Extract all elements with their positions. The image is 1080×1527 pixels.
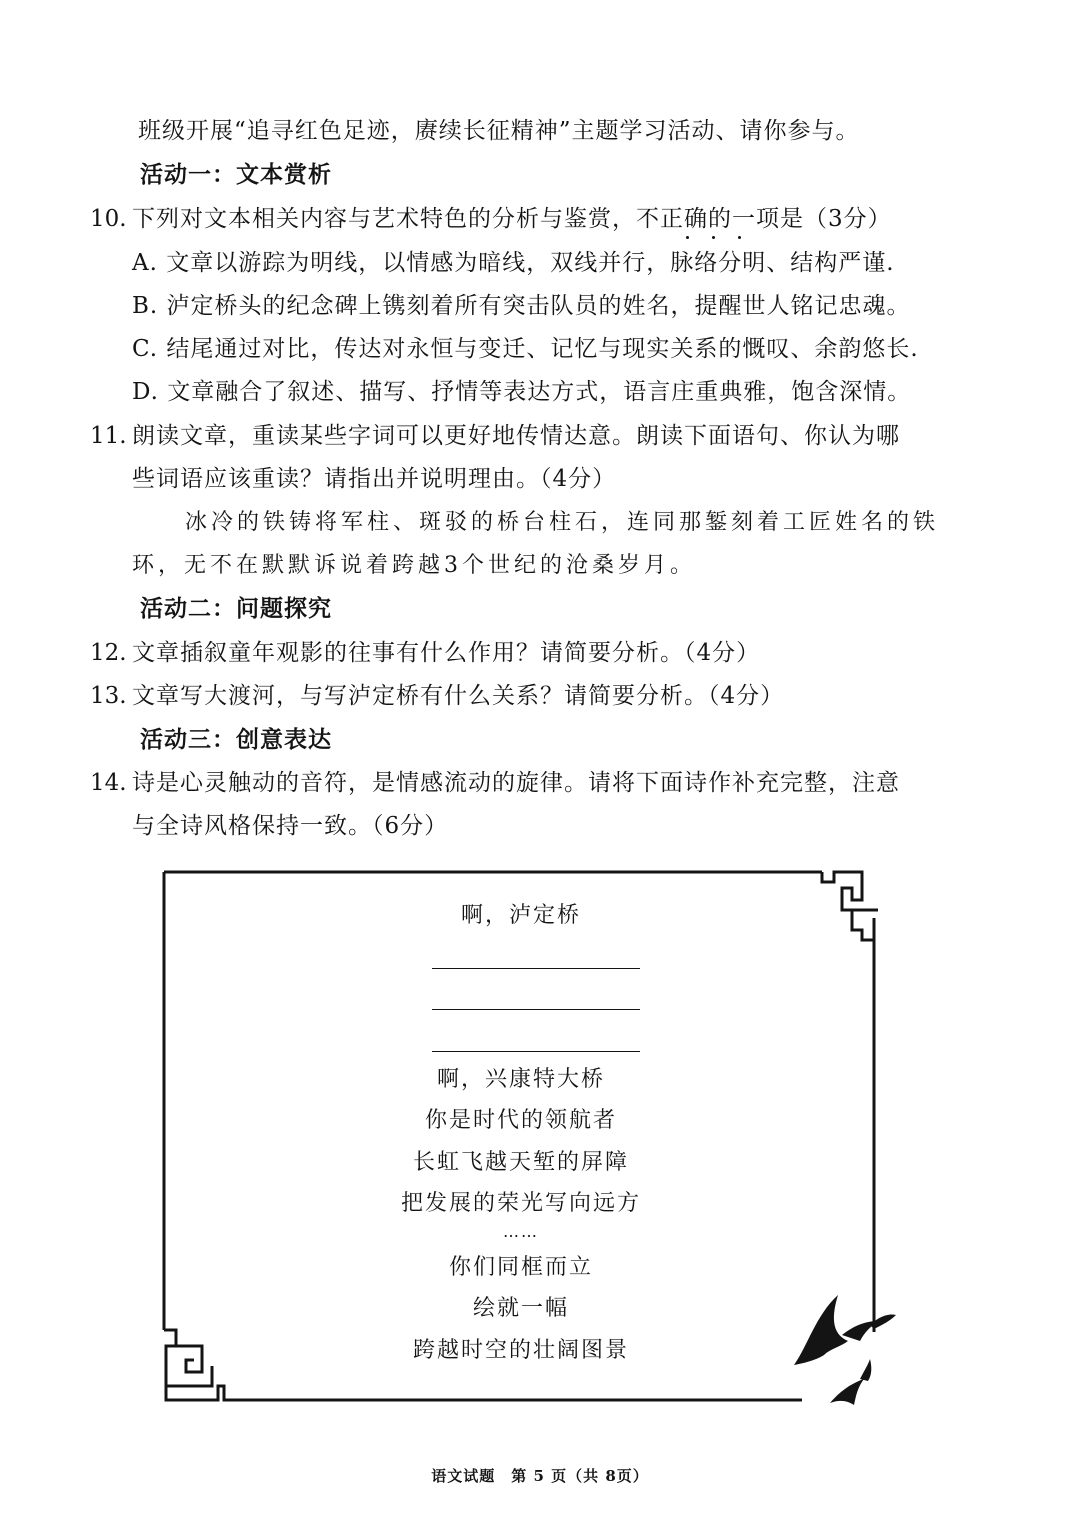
emphasis-dot [738,236,741,239]
poem-ellipsis: …… [503,1222,539,1241]
emphasis-dot [686,236,689,239]
poem-line: 你们同框而立 [448,1255,593,1280]
poem-frame [162,870,880,1404]
frame-border [162,870,880,1404]
q10-option-b: B. 泸定桥头的纪念碑上镌刻着所有突击队员的姓名，提醒世人铭记忠魂。 [132,293,911,319]
q11-line1: 朗读文章，重读某些字词可以更好地传情达意。朗读下面语句、你认为哪 [132,423,900,449]
q11-quote-line1: 冰冷的铁铸将军柱、斑驳的桥台柱石，连同那錾刻着工匠姓名的铁 [185,510,940,535]
q10-option-a: A. 文章以游踪为明线，以情感为暗线，双线并行，脉络分明、结构严谨. [132,250,895,276]
q11-number: 11. [90,423,127,449]
poem-line: 你是时代的领航者 [424,1108,617,1133]
activity-three-heading: 活动三：创意表达 [140,726,332,753]
q11-quote-line2: 环，无不在默默诉说着跨越3个世纪的沧桑岁月。 [132,553,696,578]
q10-option-d: D. 文章融合了叙述、描写、抒情等表达方式，语言庄重典雅，饱含深情。 [132,379,912,405]
q10-stem: 下列对文本相关内容与艺术特色的分析与鉴赏，不正确的一项是（3分） [132,206,892,232]
answer-blank-line[interactable] [432,1051,640,1052]
answer-blank-line[interactable] [432,968,640,969]
q10-option-c: C. 结尾通过对比，传达对永恒与变迁、记忆与现实关系的慨叹、余韵悠长. [132,336,919,362]
poem-line: 啊，兴康特大桥 [436,1067,605,1092]
activity-one-heading: 活动一：文本赏析 [140,161,332,188]
q12-text: 文章插叙童年观影的往事有什么作用？请简要分析。（4分） [132,640,761,666]
poem-line: 长虹飞越天堑的屏障 [412,1150,629,1175]
q11-line2: 些词语应该重读？请指出并说明理由。（4分） [132,466,617,492]
poem-line: 绘就一幅 [472,1296,569,1321]
q12-number: 12. [90,640,127,666]
page-footer: 语文试题 第 5 页（共 8页） [431,1467,649,1485]
answer-blank-line[interactable] [432,1009,640,1010]
q13-number: 13. [90,683,127,709]
emphasis-dot [712,236,715,239]
poem-line: 跨越时空的壮阔图景 [412,1338,629,1363]
q14-line2: 与全诗风格保持一致。（6分） [132,813,449,839]
intro-text: 班级开展“追寻红色足迹，赓续长征精神”主题学习活动、请你参与。 [138,118,860,144]
activity-two-heading: 活动二：问题探究 [140,595,332,622]
q14-line1: 诗是心灵触动的音符，是情感流动的旋律。请将下面诗作补充完整，注意 [132,770,900,796]
q14-number: 14. [90,770,127,796]
q10-number: 10. [90,206,127,232]
q13-text: 文章写大渡河，与写泸定桥有什么关系？请简要分析。（4分） [132,683,785,709]
poem-line: 把发展的荣光写向远方 [400,1191,641,1216]
poem-title: 啊，泸定桥 [460,903,581,928]
